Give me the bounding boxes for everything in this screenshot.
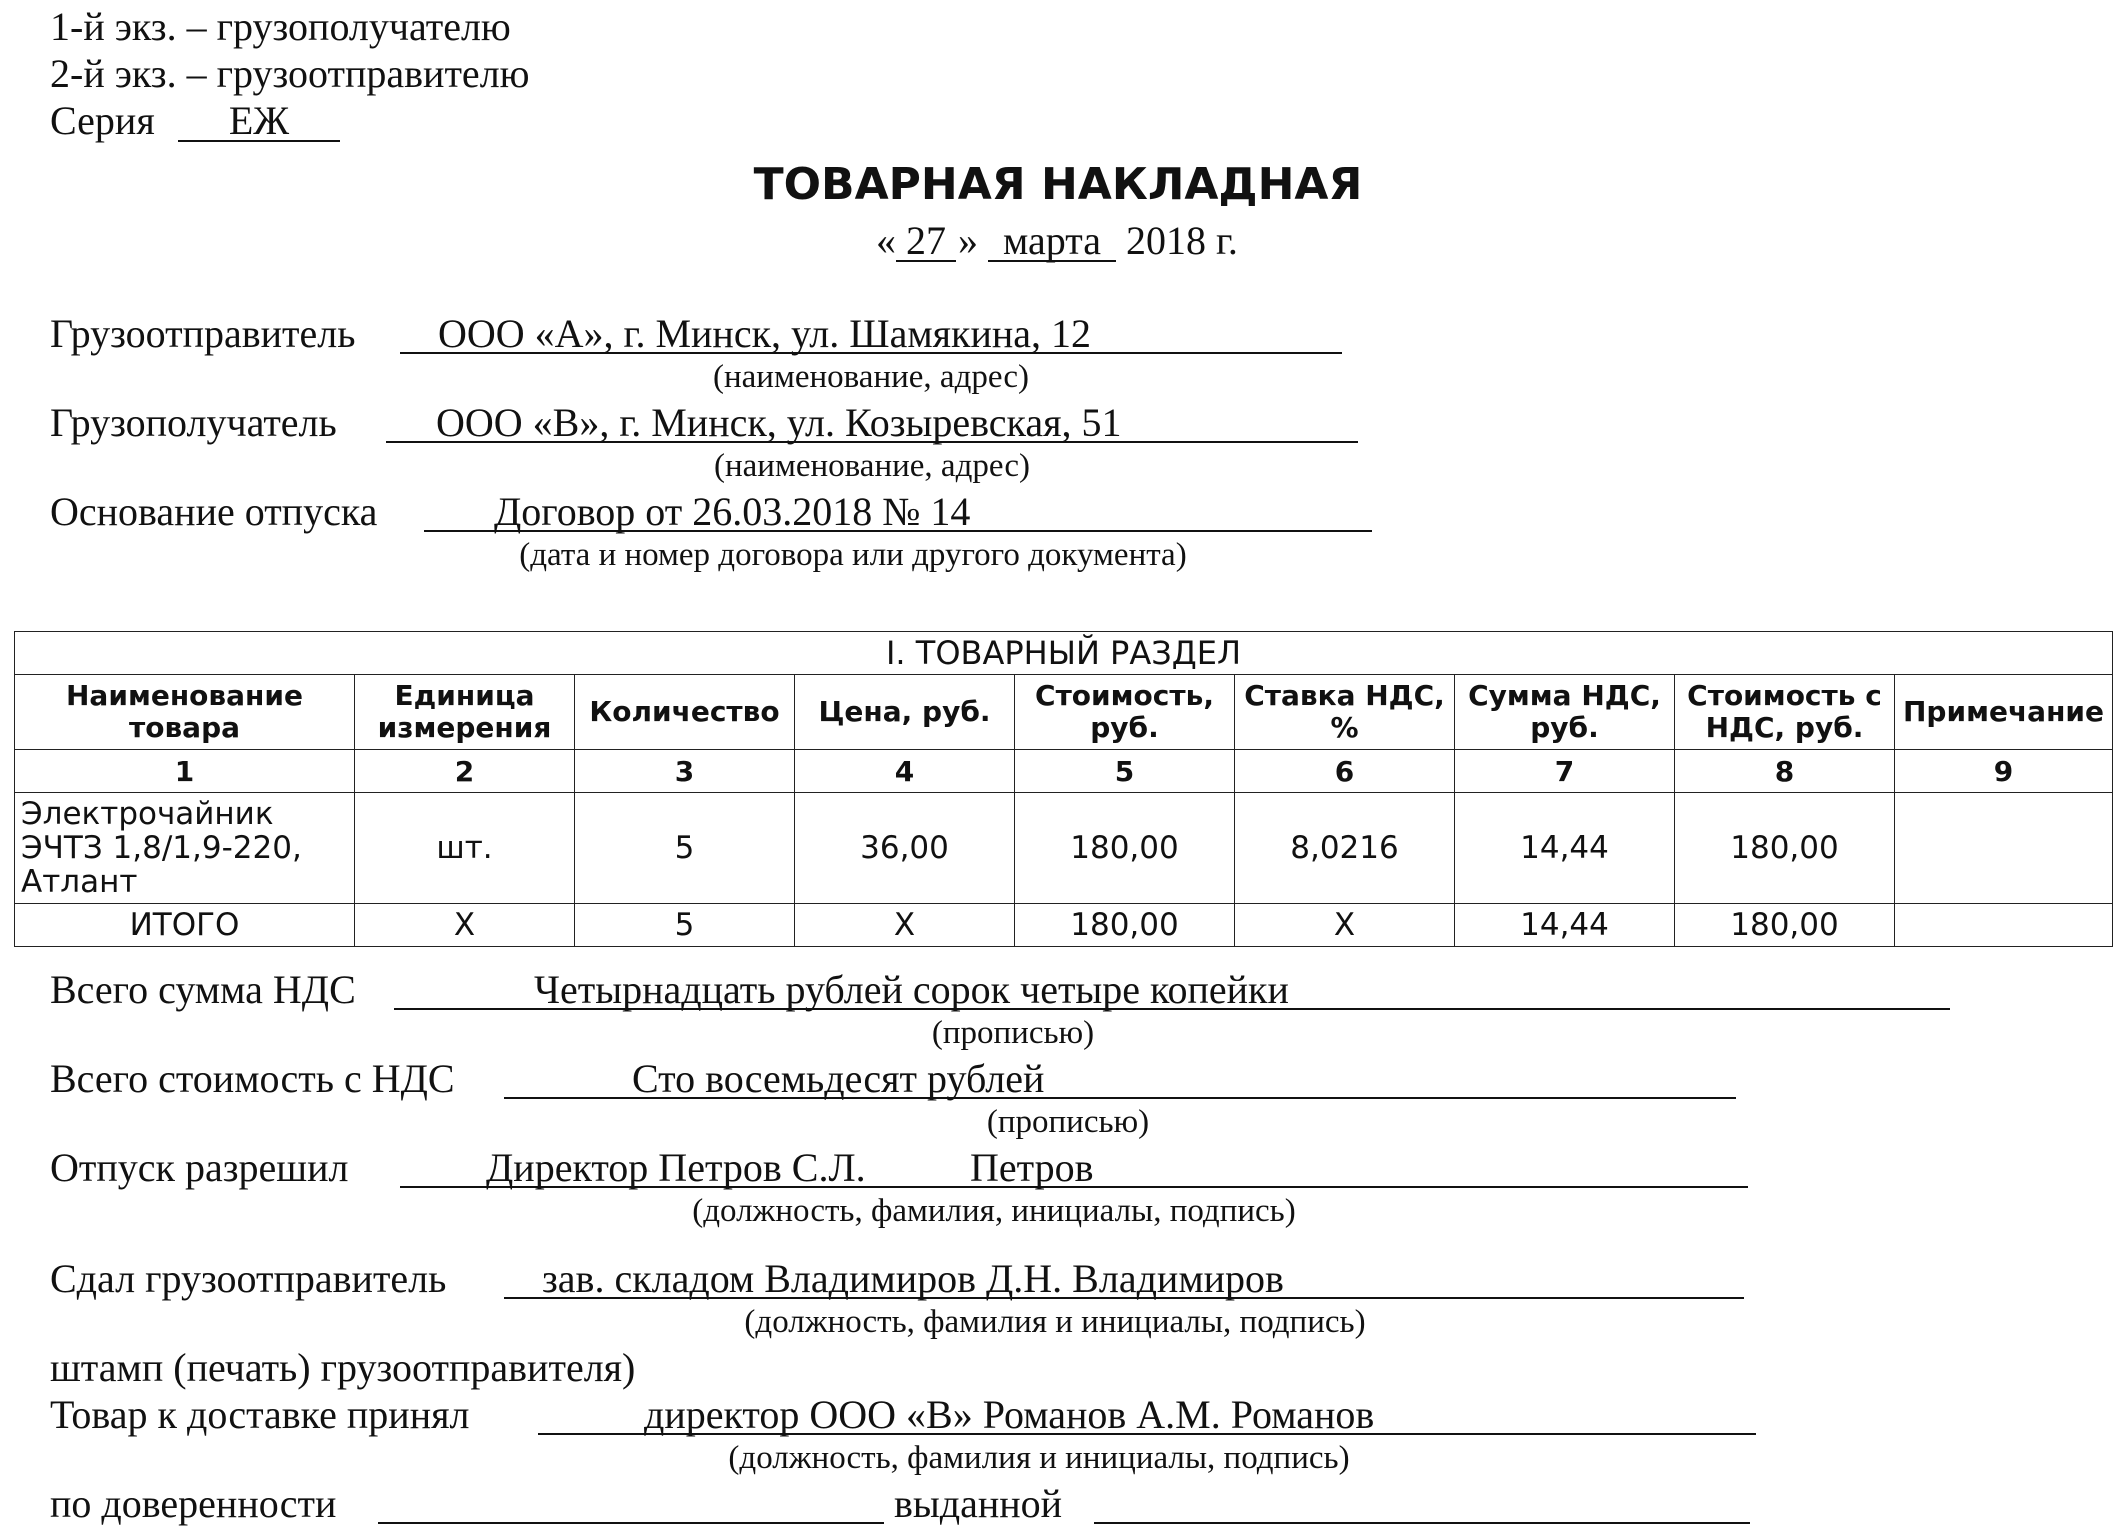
table-row bbox=[15, 793, 2113, 904]
cost-total-value: Сто восемьдесят рублей bbox=[632, 1056, 1045, 1101]
column-number: 8 bbox=[1675, 750, 1895, 793]
basis-value: Договор от 26.03.2018 № 14 bbox=[494, 489, 971, 534]
vat-total-caption: (прописью) bbox=[931, 1015, 1095, 1051]
item-cost-with-vat: 180,00 bbox=[1675, 793, 1895, 904]
item-name-line: Электрочайник bbox=[21, 796, 274, 832]
column-number: 1 bbox=[15, 750, 355, 793]
total-cost-with-vat: 180,00 bbox=[1675, 904, 1895, 947]
goods-table bbox=[14, 631, 2113, 947]
release-caption: (должность, фамилия, инициалы, подпись) bbox=[692, 1193, 1296, 1229]
column-header: Количество bbox=[575, 675, 795, 750]
basis-caption: (дата и номер договора или другого документа) bbox=[519, 537, 1187, 573]
date-close-quote: » bbox=[958, 218, 978, 263]
proxy-underline bbox=[378, 1522, 884, 1524]
item-name-line: ЭЧТЗ 1,8/1,9-220, bbox=[21, 830, 302, 866]
shipper-value: ООО «А», г. Минск, ул. Шамякина, 12 bbox=[438, 311, 1092, 356]
column-number: 7 bbox=[1455, 750, 1675, 793]
date-open-quote: « bbox=[876, 218, 896, 263]
column-header: Наименование товара bbox=[15, 675, 355, 750]
proxy-issued-underline bbox=[1094, 1522, 1750, 1524]
item-unit: шт. bbox=[355, 793, 575, 904]
document-title: ТОВАРНАЯ НАКЛАДНАЯ bbox=[753, 159, 1363, 210]
release-value: Директор Петров С.Л. bbox=[486, 1145, 866, 1190]
vat-total-label: Всего сумма НДС bbox=[50, 967, 356, 1012]
column-number: 2 bbox=[355, 750, 575, 793]
release-label: Отпуск разрешил bbox=[50, 1145, 349, 1190]
item-name bbox=[15, 793, 355, 904]
total-label: ИТОГО bbox=[15, 904, 355, 947]
column-header: Единица измерения bbox=[355, 675, 575, 750]
column-number: 6 bbox=[1235, 750, 1455, 793]
release-signature: Петров bbox=[970, 1145, 1094, 1190]
total-vat-rate: Х bbox=[1235, 904, 1455, 947]
total-cost: 180,00 bbox=[1015, 904, 1235, 947]
column-number: 4 bbox=[795, 750, 1015, 793]
accepted-label: Товар к доставке принял bbox=[50, 1392, 470, 1437]
column-header: Стоимость, руб. bbox=[1015, 675, 1235, 750]
column-number: 3 bbox=[575, 750, 795, 793]
column-number: 5 bbox=[1015, 750, 1235, 793]
column-header: Стоимость с НДС, руб. bbox=[1675, 675, 1895, 750]
date-day: 27 bbox=[906, 218, 946, 263]
column-header: Цена, руб. bbox=[795, 675, 1015, 750]
series-value: ЕЖ bbox=[228, 98, 290, 143]
column-header: Примечание bbox=[1895, 675, 2113, 750]
column-header: Сумма НДС, руб. bbox=[1455, 675, 1675, 750]
handed-caption: (должность, фамилия и инициалы, подпись) bbox=[744, 1304, 1366, 1340]
shipper-caption: (наименование, адрес) bbox=[713, 359, 1029, 395]
total-vat-sum: 14,44 bbox=[1455, 904, 1675, 947]
date-year: 2018 г. bbox=[1126, 218, 1238, 263]
item-note bbox=[1895, 793, 2113, 904]
copy-2-note: 2-й экз. – грузоотправителю bbox=[50, 51, 530, 96]
handed-label: Сдал грузоотправитель bbox=[50, 1256, 447, 1301]
consignee-label: Грузополучатель bbox=[50, 400, 337, 445]
column-header: Ставка НДС, % bbox=[1235, 675, 1455, 750]
item-vat-rate: 8,0216 bbox=[1235, 793, 1455, 904]
goods-section-title: I. ТОВАРНЫЙ РАЗДЕЛ bbox=[15, 632, 2113, 675]
total-unit: Х bbox=[355, 904, 575, 947]
item-cost: 180,00 bbox=[1015, 793, 1235, 904]
total-note bbox=[1895, 904, 2113, 947]
copy-1-note: 1-й экз. – грузополучателю bbox=[50, 4, 511, 49]
total-price: Х bbox=[795, 904, 1015, 947]
item-price: 36,00 bbox=[795, 793, 1015, 904]
cost-total-caption: (прописью) bbox=[986, 1104, 1150, 1140]
vat-total-value: Четырнадцать рублей сорок четыре копейки bbox=[534, 967, 1289, 1012]
item-qty: 5 bbox=[575, 793, 795, 904]
proxy-issued-label: выданной bbox=[894, 1481, 1063, 1526]
series-label: Серия bbox=[50, 98, 155, 143]
item-name-line: Атлант bbox=[21, 864, 138, 900]
proxy-label: по доверенности bbox=[50, 1481, 337, 1526]
date-month: марта bbox=[1003, 218, 1101, 263]
shipper-label: Грузоотправитель bbox=[50, 311, 356, 356]
basis-label: Основание отпуска bbox=[50, 489, 378, 534]
handed-value: зав. складом Владимиров Д.Н. Владимиров bbox=[542, 1256, 1284, 1301]
consignee-value: ООО «В», г. Минск, ул. Козыревская, 51 bbox=[436, 400, 1122, 445]
total-qty: 5 bbox=[575, 904, 795, 947]
cost-total-label: Всего стоимость с НДС bbox=[50, 1056, 455, 1101]
total-row bbox=[15, 904, 2113, 947]
column-number: 9 bbox=[1895, 750, 2113, 793]
consignee-caption: (наименование, адрес) bbox=[714, 448, 1030, 484]
stamp-note: штамп (печать) грузоотправителя) bbox=[50, 1345, 636, 1390]
item-vat-sum: 14,44 bbox=[1455, 793, 1675, 904]
accepted-caption: (должность, фамилия и инициалы, подпись) bbox=[728, 1440, 1350, 1476]
accepted-value: директор ООО «В» Романов А.М. Романов bbox=[644, 1392, 1375, 1437]
